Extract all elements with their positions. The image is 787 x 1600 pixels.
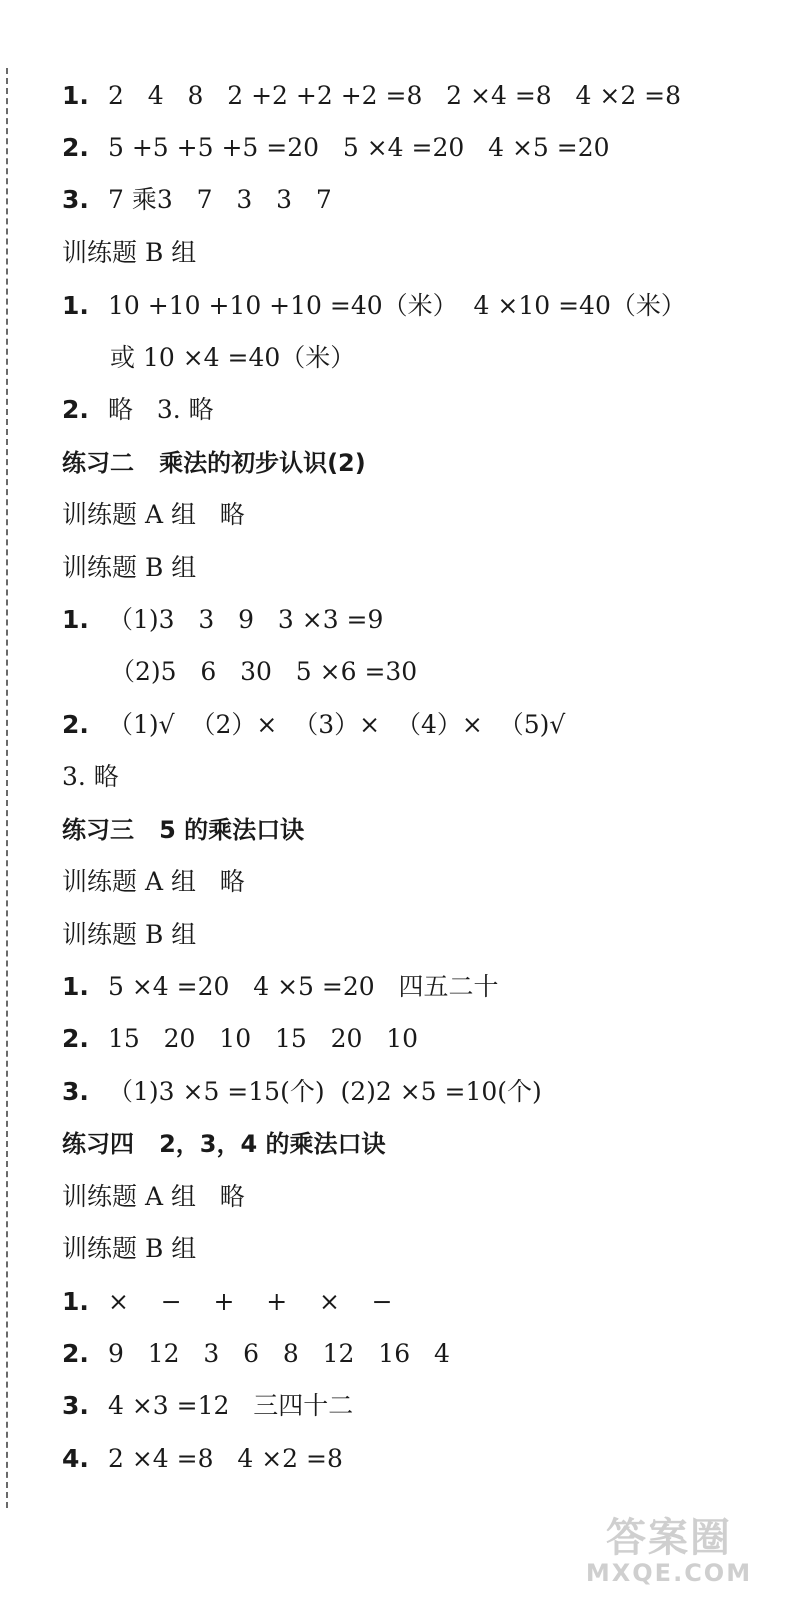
group-label-text: 训练题 A 组 略 bbox=[62, 867, 245, 896]
answer-text: 5 ×4 =20 4 ×5 =20 四五二十 bbox=[108, 972, 499, 1001]
group-label bbox=[62, 1229, 196, 1269]
item-number: 1. bbox=[62, 81, 89, 110]
item-number: 2. bbox=[62, 1024, 89, 1053]
answer-line-2 bbox=[62, 128, 610, 168]
answer-text: 或 10 ×4 =40（米） bbox=[110, 343, 356, 372]
answer-line-1 bbox=[62, 76, 681, 116]
item-number: 2. bbox=[62, 710, 89, 739]
answer-line-19 bbox=[62, 1019, 418, 1059]
answer-line-24 bbox=[62, 1282, 393, 1322]
group-label-text: 训练题 B 组 bbox=[62, 1234, 197, 1263]
answer-line-3 bbox=[62, 180, 332, 220]
group-label bbox=[62, 233, 196, 273]
binding-dashed-line bbox=[6, 68, 8, 1508]
group-label-text: 训练题 A 组 略 bbox=[62, 1182, 245, 1211]
item-number: 4. bbox=[62, 1444, 89, 1473]
answer-line-20 bbox=[62, 1072, 542, 1112]
group-label bbox=[62, 548, 196, 588]
item-number: 1. bbox=[62, 291, 89, 320]
answer-line-12 bbox=[110, 652, 417, 692]
item-number: 2. bbox=[62, 395, 89, 424]
group-label-text: 训练题 A 组 略 bbox=[62, 500, 245, 529]
answer-text: 略 3. 略 bbox=[108, 395, 214, 424]
answer-text: （1)√ （2）× （3）× （4）× （5)√ bbox=[108, 710, 566, 739]
section-heading-text: 练习三 5 的乘法口诀 bbox=[62, 816, 305, 844]
group-label-text: 训练题 B 组 bbox=[62, 238, 197, 267]
answer-text: 4 ×3 =12 三四十二 bbox=[108, 1391, 354, 1420]
section-heading bbox=[62, 810, 304, 850]
answer-line-18 bbox=[62, 967, 499, 1007]
item-number: 1. bbox=[62, 1287, 89, 1316]
site-watermark bbox=[569, 1516, 769, 1586]
section-heading bbox=[62, 1124, 386, 1164]
section-heading-text: 练习四 2，3，4 的乘法口诀 bbox=[62, 1130, 386, 1158]
answer-line-5 bbox=[62, 286, 686, 326]
answer-line-26 bbox=[62, 1386, 353, 1426]
answer-line-7 bbox=[62, 390, 214, 430]
item-number: 1. bbox=[62, 605, 89, 634]
answer-text: 7 乘3 7 3 3 7 bbox=[108, 185, 332, 214]
answer-text: 3. 略 bbox=[62, 762, 119, 791]
section-heading-text: 练习二 乘法的初步认识(2) bbox=[62, 449, 366, 477]
answer-line-6 bbox=[110, 338, 355, 378]
answer-text: 2 ×4 =8 4 ×2 =8 bbox=[108, 1444, 343, 1473]
item-number: 1. bbox=[62, 972, 89, 1001]
answer-text: 2 4 8 2 +2 +2 +2 =8 2 ×4 =8 4 ×2 =8 bbox=[108, 81, 682, 110]
answer-text: 5 +5 +5 +5 =20 5 ×4 =20 4 ×5 =20 bbox=[108, 133, 610, 162]
answer-line-27 bbox=[62, 1439, 343, 1479]
answer-text: × − + + × − bbox=[108, 1287, 393, 1316]
answer-text: 10 +10 +10 +10 =40（米） 4 ×10 =40（米） bbox=[108, 291, 686, 320]
item-number: 3. bbox=[62, 1391, 89, 1420]
answer-line-13 bbox=[62, 705, 565, 745]
answer-text: （1)3 ×5 =15(个) (2)2 ×5 =10(个) bbox=[108, 1077, 542, 1106]
group-label bbox=[62, 495, 245, 535]
answer-text: （1)3 3 9 3 ×3 =9 bbox=[108, 605, 384, 634]
answer-text: 15 20 10 15 20 10 bbox=[108, 1024, 419, 1053]
group-label bbox=[62, 1177, 245, 1217]
watermark-logo-text: 答案圈 bbox=[606, 1515, 732, 1561]
group-label-text: 训练题 B 组 bbox=[62, 920, 197, 949]
watermark-url-text: MXQE.COM bbox=[585, 1559, 753, 1587]
item-number: 3. bbox=[62, 185, 89, 214]
group-label bbox=[62, 862, 245, 902]
answer-line-11 bbox=[62, 600, 383, 640]
item-number: 2. bbox=[62, 133, 89, 162]
answer-text: 9 12 3 6 8 12 16 4 bbox=[108, 1339, 450, 1368]
group-label-text: 训练题 B 组 bbox=[62, 553, 197, 582]
group-label bbox=[62, 915, 196, 955]
answer-line-14 bbox=[62, 757, 119, 797]
section-heading bbox=[62, 443, 366, 483]
item-number: 2. bbox=[62, 1339, 89, 1368]
answer-line-25 bbox=[62, 1334, 450, 1374]
item-number: 3. bbox=[62, 1077, 89, 1106]
answer-text: （2)5 6 30 5 ×6 =30 bbox=[110, 657, 418, 686]
